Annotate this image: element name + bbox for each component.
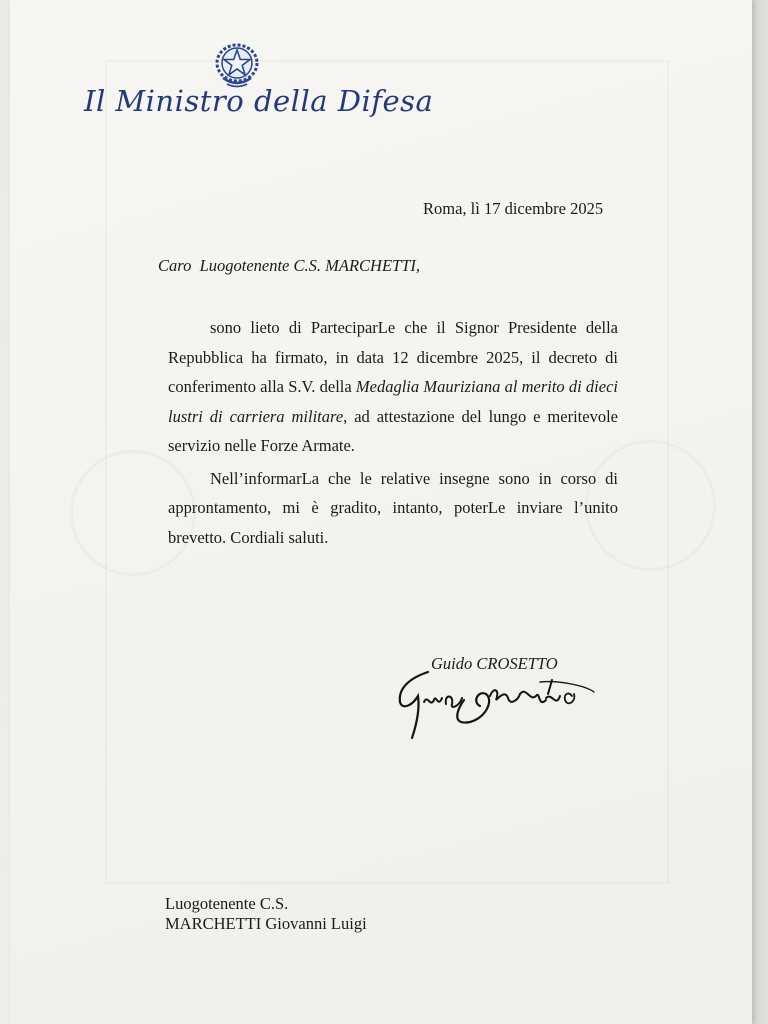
paragraph-1-part-2: , ad attestazione del lungo e meritevole servizio nelle Forze Armate. <box>168 406 618 455</box>
letterhead-title: Il Ministro della Difesa <box>84 84 434 118</box>
sheet-edge-shadow <box>752 0 768 1024</box>
paragraph-2: Nell’informarLa che le relative insegne sono in corso di approntamento, mi è gradito, intanto, poterLe inviare l’unito brevetto. Cordiali saluti. <box>168 468 618 547</box>
letter-body <box>168 313 618 552</box>
paragraph-1-part-1: sono lieto di ParteciparLe che il Signor Presidente della Repubblica ha firmato, in data 12 dicembre 2025, il decreto di conferimento alla S.V. della <box>168 318 618 396</box>
salutation: Caro Luogotenente C.S. MARCHETTI, <box>158 256 421 275</box>
medal-name: Medaglia Mauriziana al merito di dieci lustri di carriera militare <box>168 377 619 426</box>
handwritten-signature <box>390 650 610 745</box>
recipient-rank: Luogotenente C.S. <box>165 894 289 913</box>
letter-sheet <box>10 0 752 1024</box>
place-date: Roma, lì 17 dicembre 2025 <box>423 199 604 218</box>
recipient-name: MARCHETTI Giovanni Luigi <box>165 914 367 933</box>
paragraph-1 <box>168 313 618 461</box>
signatory-name: Guido CROSETTO <box>431 654 558 673</box>
emblem-icon <box>213 40 261 90</box>
